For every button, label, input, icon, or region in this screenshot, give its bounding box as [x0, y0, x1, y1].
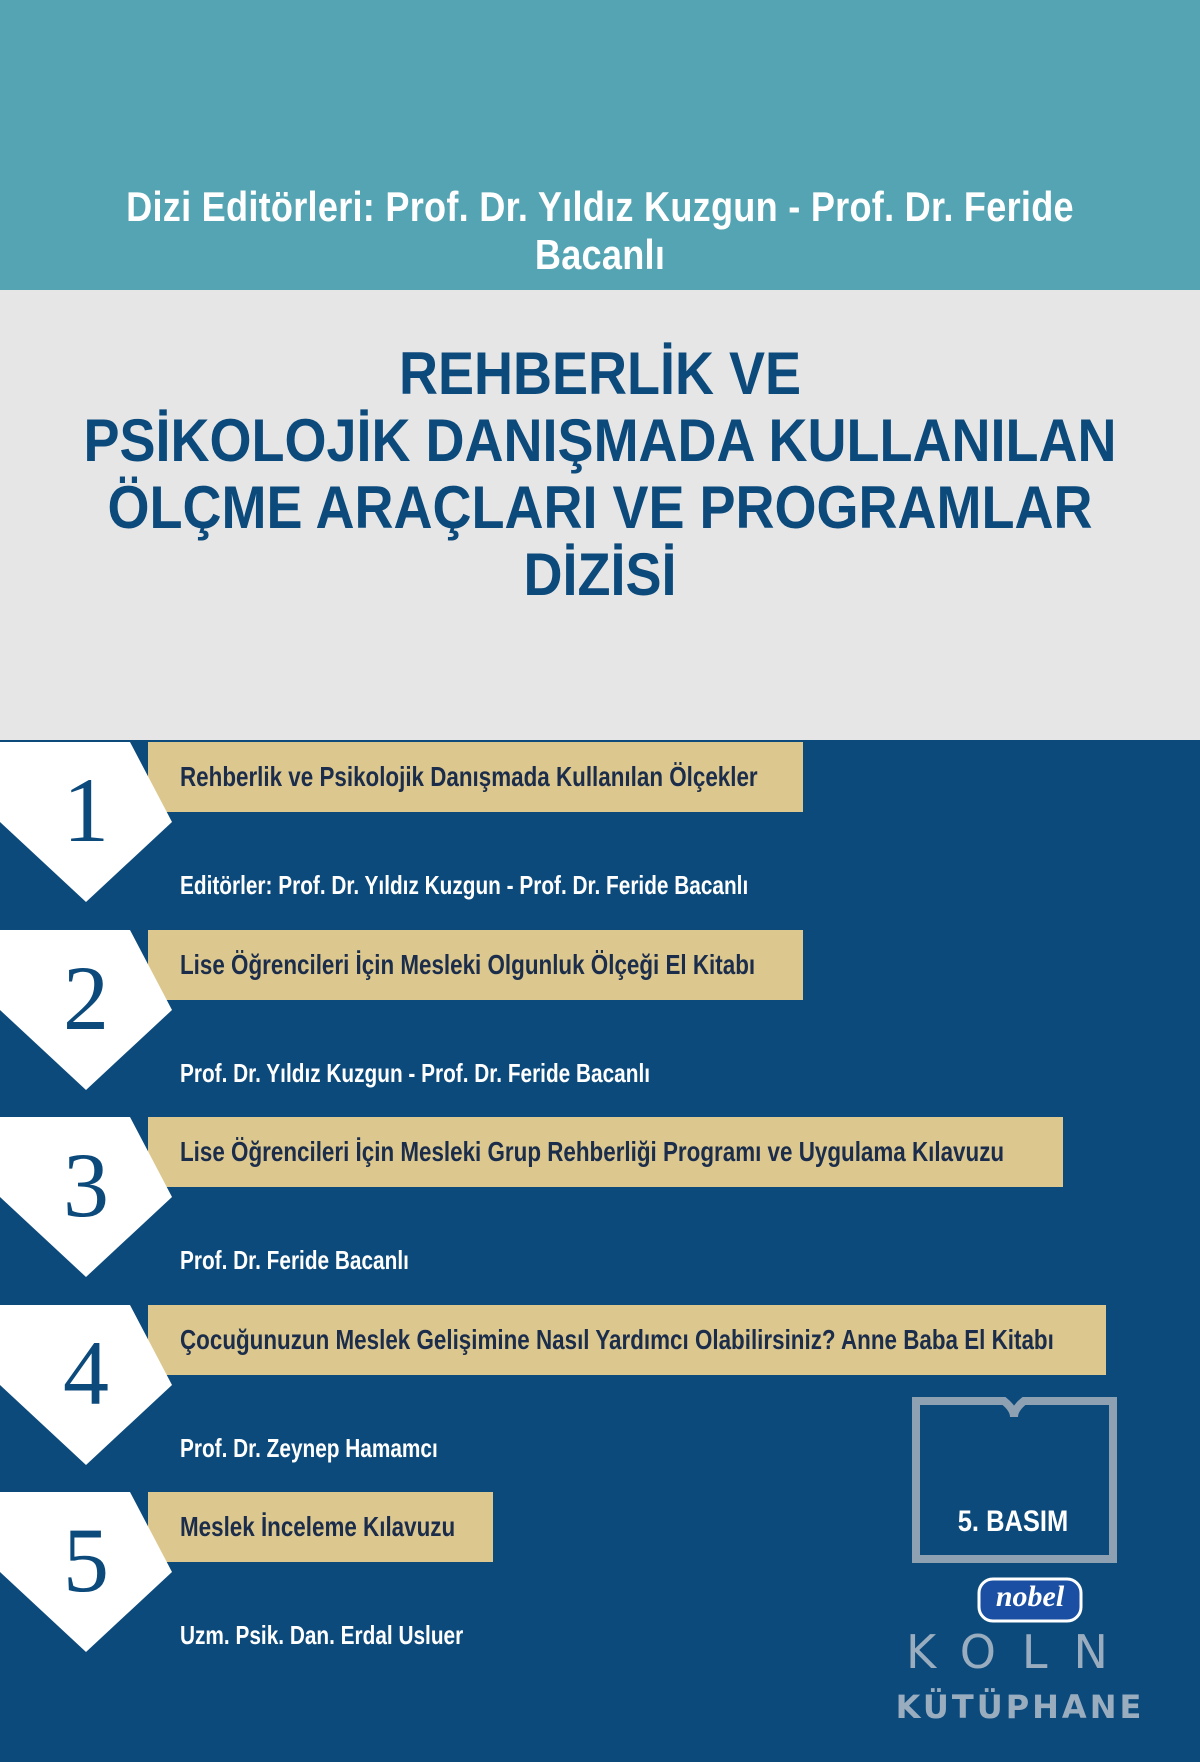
book-number: 1 [63, 759, 109, 861]
edition-label: 5. BASIM [957, 1505, 1069, 1538]
number-badge [0, 930, 172, 1090]
number-badge [0, 742, 172, 902]
book-title: Rehberlik ve Psikolojik Danışmada Kullanılan Ölçekler [180, 761, 758, 792]
book-number: 5 [63, 1509, 109, 1611]
publisher-name: nobel [995, 1580, 1065, 1613]
book-title: Meslek İnceleme Kılavuzu [180, 1511, 456, 1542]
book-authors: Editörler: Prof. Dr. Yıldız Kuzgun - Prof. Dr. Feride Bacanlı [180, 870, 749, 900]
title-line: DİZİSİ [523, 541, 677, 608]
series-title [60, 340, 1140, 608]
watermark-line-2: KÜTÜPHANE [895, 1688, 1145, 1726]
book-number: 2 [63, 947, 109, 1049]
book-title: Çocuğunuzun Meslek Gelişimine Nasıl Yardımcı Olabilirsiniz? Anne Baba El Kitabı [180, 1324, 1054, 1355]
book-authors: Prof. Dr. Feride Bacanlı [180, 1245, 409, 1275]
number-badge [0, 1492, 172, 1652]
book-number: 4 [63, 1322, 109, 1424]
book-authors: Prof. Dr. Zeynep Hamamcı [180, 1433, 438, 1463]
book-title: Lise Öğrencileri İçin Mesleki Olgunluk Ölçeği El Kitabı [180, 949, 756, 980]
watermark-line-1: KOLN [906, 1625, 1134, 1679]
series-editors: Dizi Editörleri: Prof. Dr. Yıldız Kuzgun - Prof. Dr. Feride Bacanlı [126, 183, 1074, 278]
book-authors: Prof. Dr. Yıldız Kuzgun - Prof. Dr. Feride Bacanlı [180, 1058, 651, 1088]
number-badge [0, 1117, 172, 1277]
title-line: REHBERLİK VE [398, 340, 802, 407]
book-number: 3 [63, 1134, 109, 1236]
title-line: PSİKOLOJİK DANIŞMADA KULLANILAN [83, 407, 1117, 474]
number-badge [0, 1305, 172, 1465]
book-authors: Uzm. Psik. Dan. Erdal Usluer [180, 1620, 464, 1650]
open-book-frame-icon [912, 1395, 1117, 1565]
title-line: ÖLÇME ARAÇLARI VE PROGRAMLAR [107, 474, 1093, 541]
book-title: Lise Öğrencileri İçin Mesleki Grup Rehberliği Programı ve Uygulama Kılavuzu [180, 1136, 1005, 1167]
